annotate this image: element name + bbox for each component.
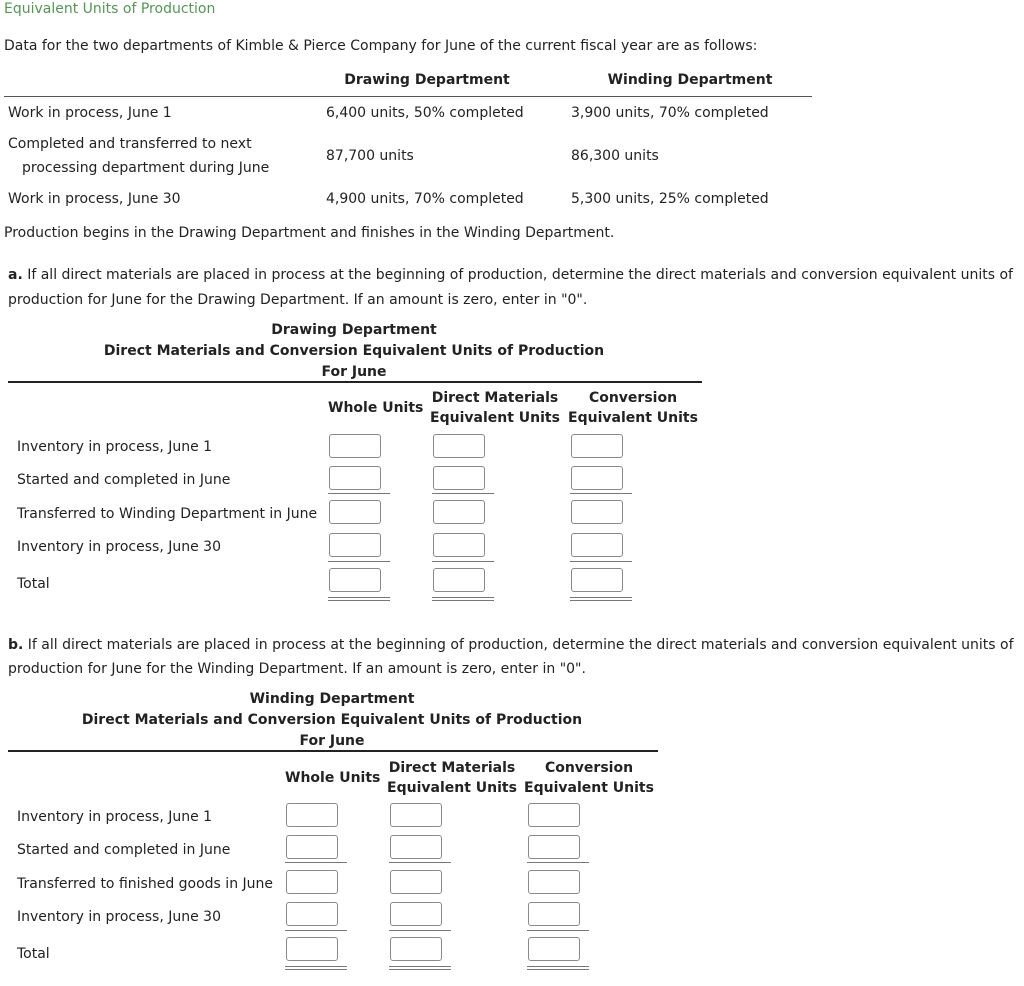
given-row-label: Completed and transferred to next (8, 136, 252, 152)
subtotal-underline (285, 930, 347, 931)
part-a-row-label: Inventory in process, June 30 (17, 539, 221, 555)
part-b-row-label: Started and completed in June (17, 842, 231, 858)
part-a-col-dm-2: Equivalent Units (430, 410, 560, 426)
part-b-heading3: For June (299, 733, 365, 749)
part-b-started-completed-whole-input[interactable] (286, 835, 338, 859)
part-b-total-conv-input[interactable] (528, 937, 580, 961)
given-row-drawing: 87,700 units (326, 148, 414, 164)
subtotal-underline (432, 561, 494, 562)
part-a-transferred-whole-input[interactable] (329, 500, 381, 524)
total-double-underline (328, 597, 390, 601)
part-a-row-label: Started and completed in June (17, 472, 231, 488)
part-b-letter: b. (8, 637, 24, 653)
subtotal-underline (570, 561, 632, 562)
part-a-heading3: For June (321, 364, 387, 380)
part-a-row-label: Total (17, 576, 50, 592)
given-row-label: Work in process, June 1 (8, 105, 172, 121)
part-a-total-dm-input[interactable] (433, 568, 485, 592)
total-double-underline (389, 966, 451, 970)
subtotal-underline (389, 930, 451, 931)
part-a-inventory-june30-conv-input[interactable] (571, 533, 623, 557)
part-b-inventory-june30-dm-input[interactable] (390, 902, 442, 926)
part-b-started-completed-dm-input[interactable] (390, 835, 442, 859)
part-a-col-conv-1: Conversion (588, 390, 678, 406)
part-a-header-rule (8, 381, 702, 383)
part-b-instructions (8, 637, 1014, 653)
part-b-row-label: Inventory in process, June 1 (17, 809, 213, 825)
total-double-underline (570, 597, 632, 601)
given-row-winding: 3,900 units, 70% completed (571, 105, 769, 121)
part-a-heading1: Drawing Department (271, 322, 437, 338)
given-row-winding: 5,300 units, 25% completed (571, 191, 769, 207)
part-b-transferred-dm-input[interactable] (390, 870, 442, 894)
part-a-transferred-dm-input[interactable] (433, 500, 485, 524)
part-b-heading2: Direct Materials and Conversion Equivalent Units of Production (81, 712, 583, 728)
given-row-drawing: 6,400 units, 50% completed (326, 105, 524, 121)
subtotal-underline (432, 493, 494, 494)
part-a-inventory-june30-whole-input[interactable] (329, 533, 381, 557)
part-a-inventory-june1-dm-input[interactable] (433, 434, 485, 458)
part-a-inventory-june1-conv-input[interactable] (571, 434, 623, 458)
part-a-started-completed-dm-input[interactable] (433, 466, 485, 490)
total-double-underline (432, 597, 494, 601)
given-col-winding: Winding Department (607, 72, 773, 88)
subtotal-underline (527, 930, 589, 931)
intro-text: Data for the two departments of Kimble & Pierce Company for June of the current fiscal year are as follows: (4, 38, 758, 54)
part-b-heading1: Winding Department (249, 691, 415, 707)
part-a-heading2: Direct Materials and Conversion Equivalent Units of Production (103, 343, 605, 359)
part-a-col-whole: Whole Units (328, 400, 424, 416)
part-b-text-line2: production for June for the Winding Department. If an amount is zero, enter in "0". (8, 661, 586, 677)
part-b-total-whole-input[interactable] (286, 937, 338, 961)
subtotal-underline (285, 862, 347, 863)
given-row-drawing: 4,900 units, 70% completed (326, 191, 524, 207)
page-title: Equivalent Units of Production (4, 1, 216, 17)
given-row-label: Work in process, June 30 (8, 191, 181, 207)
part-b-transferred-conv-input[interactable] (528, 870, 580, 894)
given-col-drawing: Drawing Department (344, 72, 510, 88)
part-a-row-label: Transferred to Winding Department in June (17, 506, 318, 522)
part-b-row-label: Transferred to finished goods in June (17, 876, 273, 892)
part-b-transferred-whole-input[interactable] (286, 870, 338, 894)
subtotal-underline (570, 493, 632, 494)
part-b-row-label: Inventory in process, June 30 (17, 909, 221, 925)
part-a-instructions (8, 267, 1013, 283)
part-a-total-whole-input[interactable] (329, 568, 381, 592)
part-b-text-line1: If all direct materials are placed in process at the beginning of production, determine the direct materials and conversion equivalent units of (27, 637, 1014, 653)
part-a-transferred-conv-input[interactable] (571, 500, 623, 524)
part-b-inventory-june1-whole-input[interactable] (286, 803, 338, 827)
total-double-underline (527, 966, 589, 970)
part-a-row-label: Inventory in process, June 1 (17, 439, 213, 455)
part-b-header-rule (8, 750, 658, 752)
part-b-col-whole: Whole Units (285, 770, 381, 786)
part-a-text-line2: production for June for the Drawing Department. If an amount is zero, enter in "0". (8, 292, 588, 308)
subtotal-underline (328, 561, 390, 562)
part-b-col-dm-1: Direct Materials (388, 760, 516, 776)
part-b-col-conv-1: Conversion (544, 760, 634, 776)
part-b-inventory-june30-conv-input[interactable] (528, 902, 580, 926)
part-b-inventory-june30-whole-input[interactable] (286, 902, 338, 926)
part-a-started-completed-whole-input[interactable] (329, 466, 381, 490)
part-a-inventory-june1-whole-input[interactable] (329, 434, 381, 458)
subtotal-underline (527, 862, 589, 863)
part-a-started-completed-conv-input[interactable] (571, 466, 623, 490)
part-b-inventory-june1-dm-input[interactable] (390, 803, 442, 827)
part-b-started-completed-conv-input[interactable] (528, 835, 580, 859)
given-row-label-cont: processing department during June (22, 160, 270, 176)
part-a-letter: a. (8, 267, 23, 283)
part-a-col-conv-2: Equivalent Units (568, 410, 698, 426)
subtotal-underline (328, 493, 390, 494)
part-b-inventory-june1-conv-input[interactable] (528, 803, 580, 827)
given-row-winding: 86,300 units (571, 148, 659, 164)
production-note: Production begins in the Drawing Department and finishes in the Winding Department. (4, 225, 615, 241)
part-b-row-label: Total (17, 946, 50, 962)
part-b-total-dm-input[interactable] (390, 937, 442, 961)
subtotal-underline (389, 862, 451, 863)
given-header-rule (4, 96, 812, 97)
part-a-inventory-june30-dm-input[interactable] (433, 533, 485, 557)
part-b-col-dm-2: Equivalent Units (387, 780, 517, 796)
part-a-total-conv-input[interactable] (571, 568, 623, 592)
part-a-text-line1: If all direct materials are placed in process at the beginning of production, determine the direct materials and conversion equivalent units of (27, 267, 1013, 283)
part-a-col-dm-1: Direct Materials (431, 390, 559, 406)
part-b-col-conv-2: Equivalent Units (524, 780, 654, 796)
total-double-underline (285, 966, 347, 970)
